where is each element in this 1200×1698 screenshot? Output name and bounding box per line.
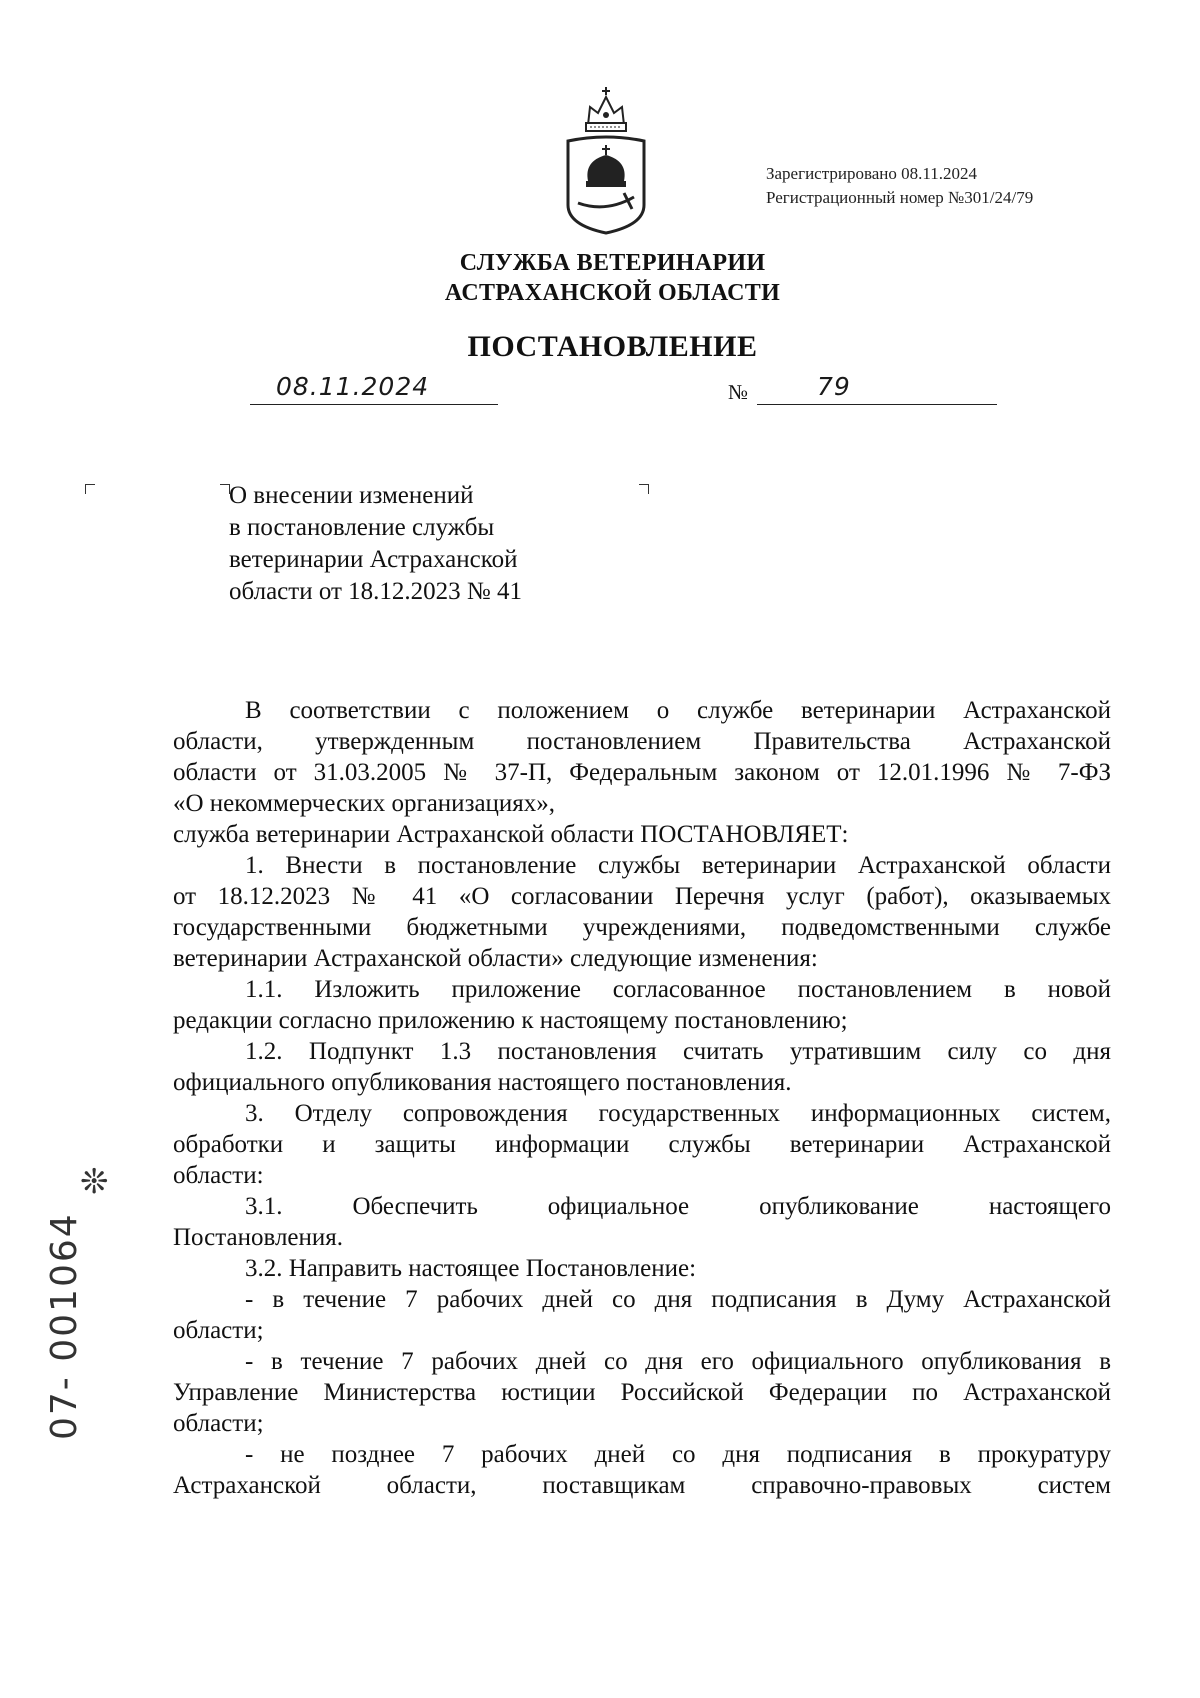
registration-date: Зарегистрировано 08.11.2024 — [766, 164, 978, 183]
body-line: - в течение 7 рабочих дней со дня подписания в Думу Астраханской — [245, 1286, 1111, 1313]
subject-block — [229, 480, 522, 608]
body-line: области; — [173, 1317, 264, 1344]
corner-mark-left — [85, 484, 95, 494]
asterisk-mark-icon: ❊ — [80, 1162, 109, 1202]
registration-stamp — [766, 162, 1033, 210]
body-line: - в течение 7 рабочих дней со дня его официального опубликования в — [245, 1348, 1111, 1375]
document-body — [173, 695, 1111, 1501]
handwritten-number: 79 — [817, 372, 851, 401]
org-line-2: АСТРАХАНСКОЙ ОБЛАСТИ — [444, 280, 781, 306]
subject-line-3: ветеринарии Астраханской — [229, 546, 518, 573]
body-line: «О некоммерческих организациях», — [173, 790, 556, 817]
body-line: области: — [173, 1162, 264, 1189]
body-line: обработки и защиты информации службы ветеринарии Астраханской — [173, 1131, 1111, 1158]
side-registry-number: 07- 001064 — [44, 1212, 85, 1440]
body-line: области; — [173, 1410, 264, 1437]
handwritten-date: 08.11.2024 — [276, 372, 430, 401]
body-line: области, утвержденным постановлением Правительства Астраханской — [173, 728, 1111, 755]
organization-name — [0, 248, 1200, 308]
body-line: В соответствии с положением о службе ветеринарии Астраханской — [245, 697, 1111, 724]
number-field — [757, 370, 997, 405]
body-line: 3.1. Обеспечить официальное опубликование настоящего — [245, 1193, 1111, 1220]
body-line: Постановления. — [173, 1224, 344, 1251]
registration-number: Регистрационный номер №301/24/79 — [766, 188, 1034, 207]
body-line: Управление Министерства юстиции Российской Федерации по Астраханской — [173, 1379, 1111, 1406]
body-line: - не позднее 7 рабочих дней со дня подписания в прокуратуру — [245, 1441, 1111, 1468]
org-line-1: СЛУЖБА ВЕТЕРИНАРИИ — [459, 250, 766, 276]
body-line: Астраханской области, поставщикам справочно-правовых систем — [173, 1472, 1111, 1499]
corner-mark-subject-right — [639, 484, 649, 494]
body-line: от 18.12.2023 № 41 «О согласовании Перечня услуг (работ), оказываемых — [173, 883, 1111, 910]
subject-line-4: области от 18.12.2023 № 41 — [229, 578, 523, 605]
body-line: ветеринарии Астраханской области» следующие изменения: — [173, 945, 818, 972]
date-field — [250, 370, 498, 405]
body-line: редакции согласно приложению к настоящему постановлению; — [173, 1007, 848, 1034]
subject-line-2: в постановление службы — [229, 514, 495, 541]
body-line: 1.2. Подпункт 1.3 постановления считать утратившим силу со дня — [245, 1038, 1111, 1065]
body-line: 1. Внести в постановление службы ветеринарии Астраханской области — [245, 852, 1111, 879]
body-line: 3. Отделу сопровождения государственных информационных систем, — [245, 1100, 1111, 1127]
body-line: служба ветеринарии Астраханской области ПОСТАНОВЛЯЕТ: — [173, 821, 849, 848]
body-line: официального опубликования настоящего постановления. — [173, 1069, 792, 1096]
coat-of-arms-emblem — [560, 85, 652, 235]
body-line: государственными бюджетными учреждениями, подведомственными службе — [173, 914, 1111, 941]
subject-line-1: О внесении изменений — [229, 482, 474, 509]
document-type-title: ПОСТАНОВЛЕНИЕ — [467, 330, 758, 363]
body-line: 1.1. Изложить приложение согласованное постановлением в новой — [245, 976, 1111, 1003]
body-line: 3.2. Направить настоящее Постановление: — [245, 1255, 697, 1282]
number-sign: № — [728, 380, 749, 404]
body-line: области от 31.03.2005 № 37-П, Федеральным законом от 12.01.1996 № 7-ФЗ — [173, 759, 1111, 786]
